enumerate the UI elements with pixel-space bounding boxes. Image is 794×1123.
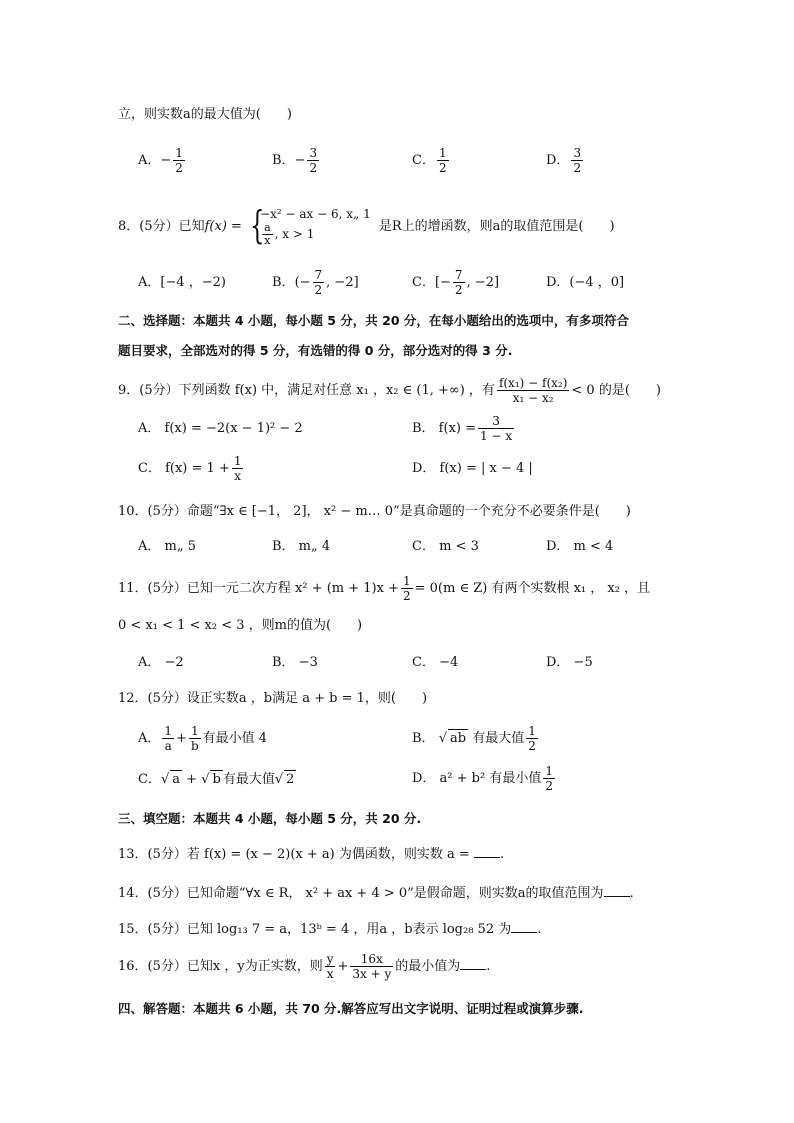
q7-options bbox=[138, 142, 698, 182]
answer-blank bbox=[604, 884, 630, 897]
q8-option-c: C．[− $\frac{7}{2}$ , −2] bbox=[412, 268, 500, 297]
q14-stem: 14．(5分）已知命题“∀x ∈ R， x² + ax + 4 > 0”是假命题，则实数a的取值范围为 . bbox=[118, 886, 634, 901]
q8-stem: 8．(5分）已知f(x) = { −x² − ax − 6, x„ 1 $\frac{a}{x}$ , x > 1 是R上的增函数，则a的取值范围是( ) bbox=[118, 203, 615, 247]
q11-options bbox=[138, 654, 698, 674]
q7-stem: 立，则实数a的最大值为( ) bbox=[118, 107, 292, 122]
q12-options-row2 bbox=[138, 764, 698, 804]
piecewise-function: { −x² − ax − 6, x„ 1 $\frac{a}{x}$ , x > 1 bbox=[250, 203, 371, 247]
q13-stem: 13．(5分）若 f(x) = (x − 2)(x + a) 为偶函数，则实数 a = . bbox=[118, 847, 505, 862]
fraction: $\frac{3}{2}$ bbox=[309, 146, 318, 175]
q9-stem: 9．(5分）下列函数 f(x) 中，满足对任意 x₁ ，x₂ ∈ (1, +∞) ，有 $\frac{\text{f(x₁) − f(x₂)}}{\text{x₁ − x₂}}$ < 0 的是( ) bbox=[118, 376, 661, 405]
q8-option-b: B．(− $\frac{7}{2}$ , −2] bbox=[272, 268, 359, 297]
q11-option-d: D． −5 bbox=[546, 655, 593, 670]
fraction: $\frac{1}{2}$ bbox=[175, 146, 183, 175]
q11-option-a: A． −2 bbox=[138, 655, 184, 670]
q9-option-c: C． f(x) = 1 + $\frac{1}{x}$ bbox=[138, 454, 242, 483]
q11-stem-line2: 0 < x₁ < 1 < x₂ < 3 ，则m的值为( ) bbox=[118, 618, 363, 633]
answer-blank bbox=[511, 920, 537, 933]
q10-option-c: C． m < 3 bbox=[412, 539, 479, 554]
q8-option-d: D．(−4 ，0] bbox=[546, 275, 625, 290]
answer-blank bbox=[474, 845, 500, 858]
q10-option-b: B． m„ 4 bbox=[272, 539, 331, 554]
q8-options bbox=[138, 268, 698, 308]
q9-option-d: D． f(x) = | x − 4 | bbox=[412, 461, 533, 476]
q11-option-c: C． −4 bbox=[412, 655, 459, 670]
q12-stem: 12．(5分）设正实数a ，b满足 a + b = 1，则( ) bbox=[118, 691, 428, 706]
q7-option-b: B．− $\frac{3}{2}$ bbox=[272, 146, 318, 175]
q16-stem: 16．(5分）已知x ，y为正实数，则 $\frac{y}{x}$ + $\frac{16x}{3x + y}$ 的最小值为 . bbox=[118, 952, 491, 981]
answer-blank bbox=[460, 957, 486, 970]
q12-options-row1 bbox=[138, 724, 698, 764]
q9-options-row2 bbox=[138, 454, 698, 494]
q9-option-b: B． f(x) = $\frac{3}{1 - x}$ bbox=[412, 414, 513, 443]
section-4-heading: 四、解答题：本题共 6 小题，共 70 分.解答应写出文字说明、证明过程或演算步骤. bbox=[118, 1001, 584, 1016]
q10-option-a: A． m„ 5 bbox=[138, 539, 196, 554]
q7-option-a: A．− $\frac{1}{2}$ bbox=[138, 146, 183, 175]
q15-stem: 15．(5分）已知 log₁₃ 7 = a，13ᵇ = 4 ，用a ，b表示 log₂₈ 52 为 . bbox=[118, 922, 542, 937]
q12-option-a: A． $\frac{1}{a}$ + $\frac{1}{b}$ 有最小值 4 bbox=[138, 724, 268, 753]
q12-option-c: C．√ a + √ b 有最大值√ 2 bbox=[138, 772, 295, 787]
q11-option-b: B． −3 bbox=[272, 655, 318, 670]
q10-stem: 10．(5分）命题“∃x ∈ [−1， 2]， x² − m… 0”是真命题的一个充分不必要条件是( ) bbox=[118, 504, 631, 519]
fraction: $\frac{1}{2}$ bbox=[438, 146, 447, 175]
q12-option-b: B． √ ab 有最大值 $\frac{1}{2}$ bbox=[412, 724, 536, 753]
fraction: $\frac{3}{2}$ bbox=[573, 146, 582, 175]
q7-option-c: C． $\frac{1}{2}$ bbox=[412, 146, 447, 175]
section-2-heading-line1: 二、选择题：本题共 4 小题，每小题 5 分，共 20 分，在每小题给出的选项中，有多项符合 bbox=[118, 313, 629, 328]
q10-options bbox=[138, 538, 698, 558]
section-2-heading-line2: 题目要求，全部选对的得 5 分，有选错的得 0 分，部分选对的得 3 分. bbox=[118, 343, 513, 358]
q7-option-d: D． $\frac{3}{2}$ bbox=[546, 146, 582, 175]
q9-options-row1 bbox=[138, 414, 698, 454]
q12-option-d: D． a² + b² 有最小值 $\frac{1}{2}$ bbox=[412, 764, 553, 793]
q10-option-d: D． m < 4 bbox=[546, 539, 614, 554]
q11-stem: 11．(5分）已知一元二次方程 x² + (m + 1)x + $\frac{1}{2}$ = 0(m ∈ Z) 有两个实数根 x₁ ， x₂ ，且 bbox=[118, 574, 651, 603]
q9-option-a: A． f(x) = −2(x − 1)² − 2 bbox=[138, 421, 303, 436]
q8-option-a: A．[−4 ，−2) bbox=[138, 275, 226, 290]
section-3-heading: 三、填空题：本题共 4 小题，每小题 5 分，共 20 分. bbox=[118, 811, 422, 826]
